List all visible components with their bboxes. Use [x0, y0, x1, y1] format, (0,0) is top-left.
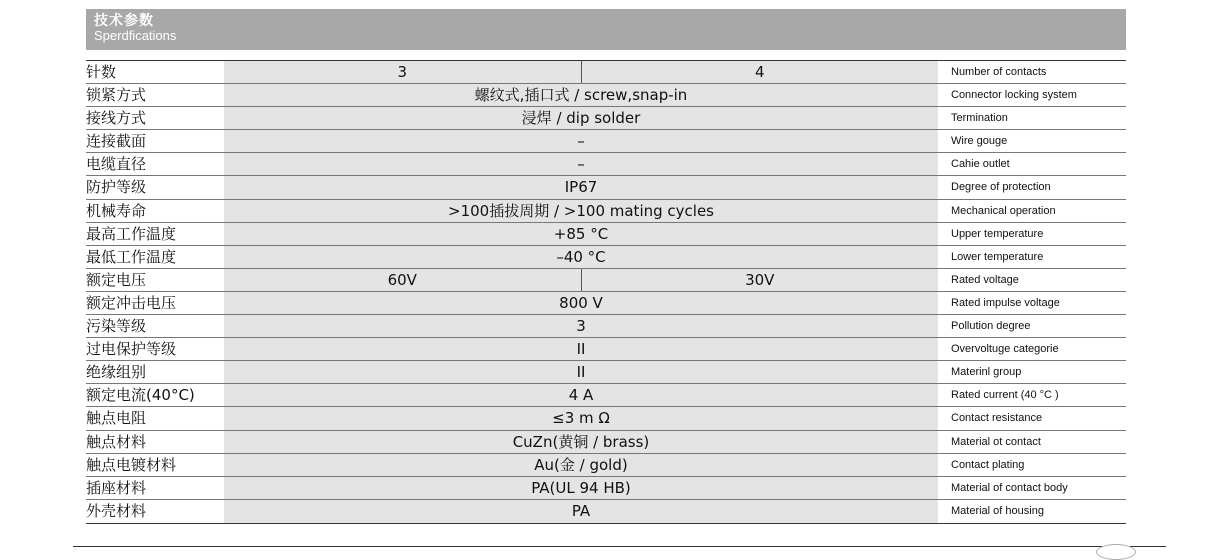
spec-row — [86, 315, 1126, 338]
spec-value: Au(金 / gold) — [534, 455, 628, 474]
spec-label-zh: 插座材料 — [86, 478, 147, 497]
spec-label-zh: 连接截面 — [86, 132, 147, 151]
spec-values — [224, 153, 938, 175]
spec-label-zh: 触点材料 — [86, 432, 147, 451]
spec-label-zh: 电缆直径 — [86, 155, 147, 174]
spec-row — [86, 246, 1126, 269]
spec-value: 4 A — [568, 386, 594, 405]
spec-value: – — [577, 155, 585, 174]
spec-value: 3 — [397, 63, 408, 81]
spec-values — [224, 246, 938, 268]
spec-label-zh: 绝缘组别 — [86, 363, 147, 382]
spec-label-zh: 过电保护等级 — [86, 340, 177, 359]
spec-value: –40 °C — [556, 247, 606, 266]
spec-values — [224, 269, 938, 291]
spec-value: 30V — [581, 269, 939, 291]
spec-label-zh: 触点电镀材料 — [86, 455, 177, 474]
spec-value: IP67 — [564, 178, 598, 197]
spec-row — [86, 153, 1126, 176]
spec-value: 800 V — [559, 293, 603, 312]
spec-label-en: Material of contact body — [951, 481, 1068, 494]
spec-values — [224, 61, 938, 83]
spec-values — [224, 361, 938, 383]
spec-row — [86, 361, 1126, 384]
page-corner-mark — [1096, 544, 1136, 560]
spec-row — [86, 200, 1126, 223]
spec-label-en: Materinl group — [951, 366, 1022, 379]
spec-label-en: Mechanical operation — [951, 204, 1056, 217]
spec-row — [86, 176, 1126, 199]
spec-label-zh: 额定电压 — [86, 270, 147, 289]
spec-value: CuZn(黄铜 / brass) — [512, 432, 650, 451]
spec-label-en: Upper temperature — [951, 227, 1044, 240]
spec-label-zh: 外壳材料 — [86, 501, 147, 520]
spec-label-en: Pollution degree — [951, 320, 1031, 333]
section-header — [86, 9, 1126, 50]
spec-label-zh: 针数 — [86, 63, 117, 81]
spec-table — [86, 60, 1126, 524]
spec-label-zh: 额定电流(40°C) — [86, 386, 195, 405]
spec-row — [86, 130, 1126, 153]
spec-label-zh: 额定冲击电压 — [86, 293, 177, 312]
spec-value: II — [576, 340, 586, 359]
spec-label-en: Rated voltage — [951, 273, 1019, 286]
spec-label-zh: 机械寿命 — [86, 201, 147, 220]
spec-values — [224, 223, 938, 245]
spec-label-en: Termination — [951, 112, 1008, 125]
spec-label-en: Material ot contact — [951, 435, 1041, 448]
spec-value: II — [576, 363, 586, 382]
spec-row — [86, 269, 1126, 292]
spec-label-zh: 锁紧方式 — [86, 86, 147, 105]
spec-label-zh: 污染等级 — [86, 317, 147, 336]
spec-label-en: Connector locking system — [951, 89, 1077, 102]
spec-row — [86, 500, 1126, 523]
spec-values — [224, 292, 938, 314]
spec-label-en: Degree of protection — [951, 181, 1051, 194]
spec-values — [224, 384, 938, 406]
spec-label-en: Lower temperature — [951, 250, 1044, 263]
spec-value: PA(UL 94 HB) — [531, 478, 631, 497]
spec-value: >100插拔周期 / >100 mating cycles — [448, 201, 714, 220]
spec-label-en: Number of contacts — [951, 66, 1047, 78]
spec-values — [224, 176, 938, 198]
spec-row — [86, 107, 1126, 130]
spec-row — [86, 84, 1126, 107]
spec-value: 4 — [581, 61, 939, 83]
spec-row — [86, 384, 1126, 407]
spec-label-en: Overvoltuge categorie — [951, 343, 1059, 356]
spec-row — [86, 338, 1126, 361]
spec-label-en: Rated impulse voltage — [951, 296, 1060, 309]
spec-values — [224, 407, 938, 429]
spec-values — [224, 431, 938, 453]
spec-label-zh: 防护等级 — [86, 178, 147, 197]
spec-values — [224, 200, 938, 222]
spec-values — [224, 338, 938, 360]
spec-row — [86, 454, 1126, 477]
spec-values — [224, 84, 938, 106]
spec-row — [86, 407, 1126, 430]
spec-label-en: Contact resistance — [951, 412, 1043, 425]
spec-label-zh: 触点电阻 — [86, 409, 147, 428]
spec-row — [86, 223, 1126, 246]
spec-values — [224, 130, 938, 152]
spec-value: 60V — [387, 270, 417, 289]
spec-row — [86, 292, 1126, 315]
spec-label-en: Cahie outlet — [951, 158, 1010, 171]
spec-label-zh: 最低工作温度 — [86, 247, 177, 266]
spec-row — [86, 431, 1126, 454]
spec-values — [224, 500, 938, 523]
spec-value: ≤3 m Ω — [552, 409, 610, 428]
spec-values — [224, 454, 938, 476]
spec-value: +85 °C — [553, 224, 609, 243]
spec-label-en: Wire gouge — [951, 135, 1008, 148]
spec-label-en: Material of housing — [951, 504, 1044, 517]
spec-row — [86, 477, 1126, 500]
spec-values — [224, 477, 938, 499]
section-title-zh: 技术参数 — [94, 12, 154, 28]
spec-value: 螺纹式,插口式 / screw,snap-in — [474, 86, 688, 105]
spec-values — [224, 315, 938, 337]
section-title-en: Sperdfications — [94, 28, 177, 43]
footer-divider — [73, 546, 1166, 547]
spec-label-zh: 最高工作温度 — [86, 224, 177, 243]
spec-label-en: Rated current (40 °C ) — [951, 389, 1059, 402]
spec-value: 浸焊 / dip solder — [521, 109, 641, 128]
spec-value: 3 — [576, 317, 586, 336]
spec-row — [86, 61, 1126, 84]
spec-value: PA — [571, 501, 591, 520]
spec-label-en: Contact plating — [951, 458, 1025, 471]
spec-values — [224, 107, 938, 129]
spec-label-zh: 接线方式 — [86, 109, 147, 128]
spec-value: – — [577, 132, 585, 151]
